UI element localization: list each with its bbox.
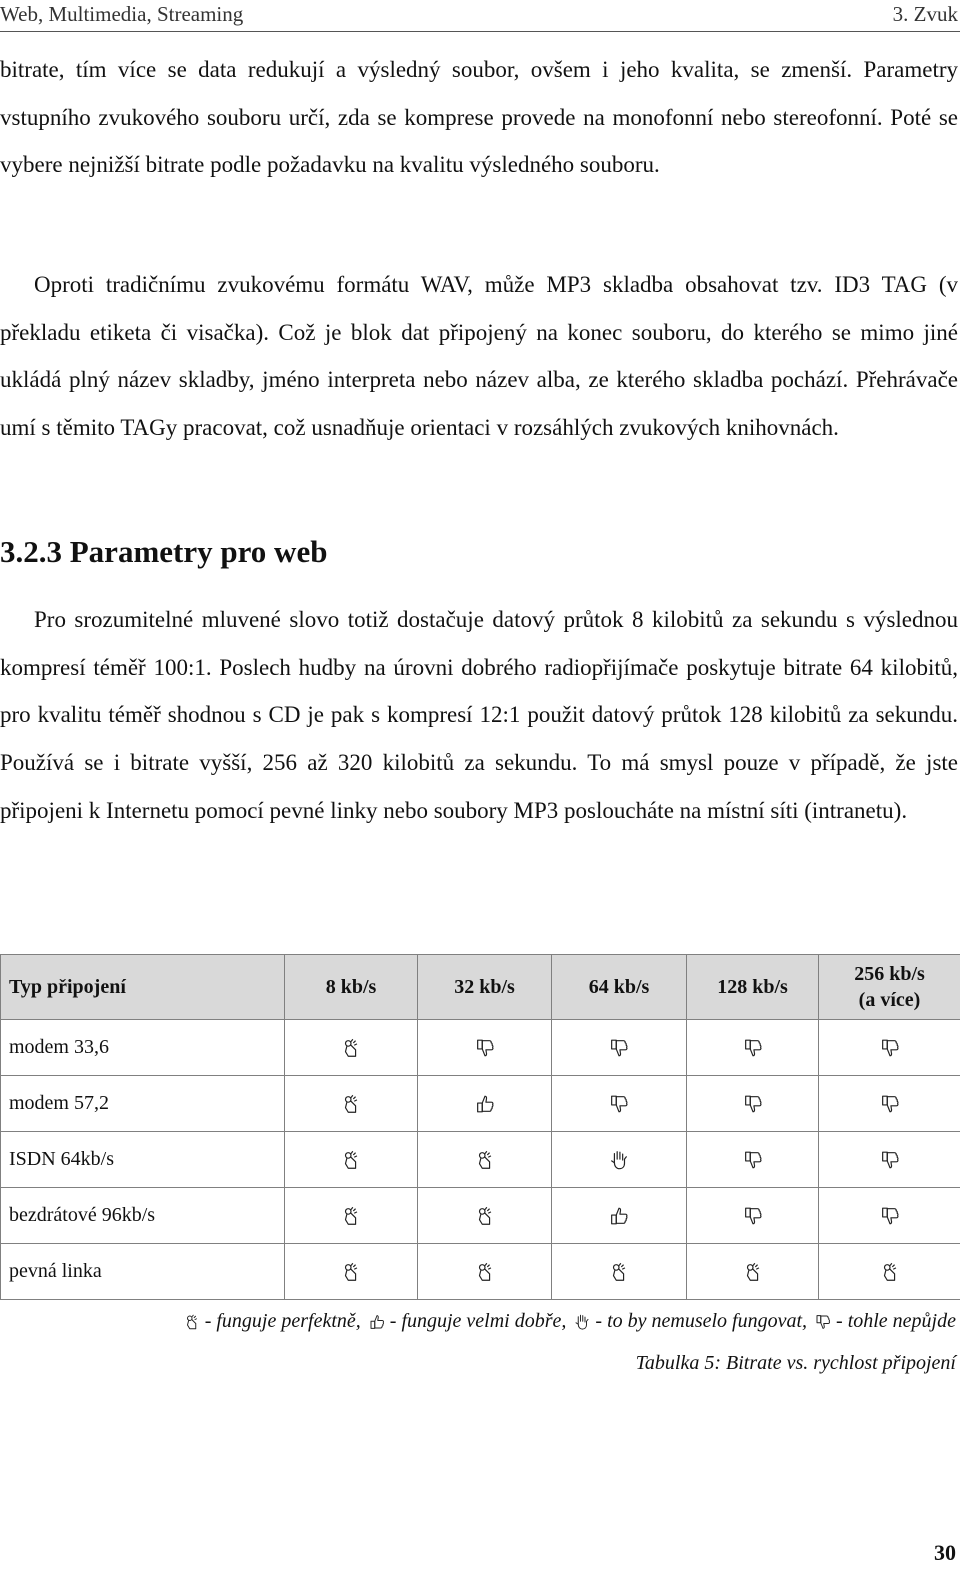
ok-hand-icon	[879, 1261, 901, 1283]
open-hand-icon	[573, 1313, 591, 1331]
ok-hand-icon	[340, 1205, 362, 1227]
thumbs-down-icon	[474, 1037, 496, 1059]
thumbs-down-icon	[879, 1205, 901, 1227]
legend-good: - funguje velmi dobře,	[389, 1310, 567, 1332]
rating-cell	[552, 1132, 687, 1188]
rating-cell	[819, 1188, 960, 1244]
legend-maybe: - to by nemuselo fungovat,	[595, 1310, 808, 1332]
thumbs-down-icon	[814, 1313, 832, 1331]
rating-cell	[552, 1188, 687, 1244]
legend-perfect: - funguje perfektně,	[204, 1310, 361, 1332]
header-32kbps: 32 kb/s	[418, 955, 552, 1020]
table-caption: Tabulka 5: Bitrate vs. rychlost připojení	[635, 1352, 956, 1374]
thumbs-up-icon	[368, 1313, 386, 1331]
connection-type-cell: ISDN 64kb/s	[1, 1132, 285, 1188]
open-hand-icon	[608, 1149, 630, 1171]
ok-hand-icon	[474, 1149, 496, 1171]
thumbs-down-icon	[879, 1149, 901, 1171]
table-legend	[181, 1310, 956, 1333]
ok-hand-icon	[474, 1205, 496, 1227]
rating-cell	[285, 1132, 418, 1188]
rating-cell	[285, 1188, 418, 1244]
thumbs-down-icon	[608, 1037, 630, 1059]
thumbs-down-icon	[742, 1037, 764, 1059]
rating-cell	[418, 1076, 552, 1132]
rating-cell	[687, 1132, 819, 1188]
thumbs-down-icon	[879, 1093, 901, 1115]
rating-cell	[819, 1020, 960, 1076]
bitrate-table	[0, 954, 960, 1300]
thumbs-down-icon	[608, 1093, 630, 1115]
paragraph-web-parameters: Pro srozumitelné mluvené slovo totiž dostačuje datový průtok 8 kilobitů za sekundu s výslednou kompresí téměř 100:1. Poslech hudby na úrovni dobrého radiopřijímače poskytuje bitrate 64 kilobitů, pro kvalitu téměř shodnou s CD je pak s kompresí 12:1 použit datový průtok 128 kilobitů za sekundu. Používá se i bitrate vyšší, 256 až 320 kilobitů za sekundu. To má smysl pouze v případě, že jste připojeni k Internetu pomocí pevné linky nebo soubory MP3 posloucháte na místní síti (intranetu).	[0, 607, 958, 823]
thumbs-up-icon	[608, 1205, 630, 1227]
ok-hand-icon	[474, 1261, 496, 1283]
connection-type-cell: bezdrátové 96kb/s	[1, 1188, 285, 1244]
table-body	[1, 1020, 960, 1300]
header-8kbps: 8 kb/s	[285, 955, 418, 1020]
header-chapter: 3. Zvuk	[892, 2, 958, 26]
ok-hand-icon	[340, 1261, 362, 1283]
rating-cell	[552, 1020, 687, 1076]
connection-type-cell: modem 57,2	[1, 1076, 285, 1132]
rating-cell	[418, 1188, 552, 1244]
page-number: 30	[934, 1540, 956, 1565]
legend-bad: - tohle nepůjde	[836, 1310, 956, 1332]
rating-cell	[552, 1076, 687, 1132]
rating-cell	[418, 1244, 552, 1300]
rating-cell	[687, 1188, 819, 1244]
thumbs-down-icon	[742, 1093, 764, 1115]
table-row	[1, 1020, 960, 1076]
header-256kbps-value: 256 kb/s	[854, 963, 925, 985]
ok-hand-icon	[340, 1149, 362, 1171]
header-connection-type: Typ připojení	[1, 955, 285, 1020]
thumbs-down-icon	[742, 1149, 764, 1171]
table-header-row	[1, 955, 960, 1020]
thumbs-up-icon	[474, 1093, 496, 1115]
header-256kbps	[819, 955, 960, 1020]
rating-cell	[285, 1076, 418, 1132]
ok-hand-icon	[608, 1261, 630, 1283]
rating-cell	[552, 1244, 687, 1300]
page-header	[0, 0, 960, 32]
header-64kbps: 64 kb/s	[552, 955, 687, 1020]
rating-cell	[285, 1020, 418, 1076]
rating-cell	[819, 1076, 960, 1132]
rating-cell	[418, 1020, 552, 1076]
thumbs-down-icon	[879, 1037, 901, 1059]
connection-type-cell: modem 33,6	[1, 1020, 285, 1076]
rating-cell	[819, 1244, 960, 1300]
connection-type-cell: pevná linka	[1, 1244, 285, 1300]
ok-hand-icon	[340, 1093, 362, 1115]
ok-hand-icon	[183, 1313, 201, 1331]
header-128kbps: 128 kb/s	[687, 955, 819, 1020]
rating-cell	[418, 1132, 552, 1188]
table-row	[1, 1244, 960, 1300]
rating-cell	[687, 1076, 819, 1132]
rating-cell	[285, 1244, 418, 1300]
rating-cell	[687, 1244, 819, 1300]
table-row	[1, 1188, 960, 1244]
ok-hand-icon	[742, 1261, 764, 1283]
table-row	[1, 1076, 960, 1132]
table-row	[1, 1132, 960, 1188]
paragraph-bitrate: bitrate, tím více se data redukují a výsledný soubor, ovšem i jeho kvalita, se zmenší. Parametry vstupního zvukového souboru určí, zda se komprese provede na monofonní nebo stereofonní. Poté se vybere nejnižší bitrate podle požadavku na kvalitu výsledného souboru.	[0, 57, 958, 178]
thumbs-down-icon	[742, 1205, 764, 1227]
rating-cell	[819, 1132, 960, 1188]
paragraph-id3-tag: Oproti tradičnímu zvukovému formátu WAV, může MP3 skladba obsahovat tzv. ID3 TAG (v překladu etiketa či visačka). Což je blok dat připojený na konec souboru, do kterého se mimo jiné ukládá plný název skladby, jméno interpreta nebo název alba, ze kterého skladba pochází. Přehrávače umí s těmito TAGy pracovat, což usnadňuje orientaci v rozsáhlých zvukových knihovnách.	[0, 272, 958, 441]
header-256kbps-note: (a více)	[858, 989, 921, 1011]
rating-cell	[687, 1020, 819, 1076]
header-title: Web, Multimedia, Streaming	[0, 2, 244, 26]
ok-hand-icon	[340, 1037, 362, 1059]
section-heading: 3.2.3 Parametry pro web	[0, 534, 328, 569]
